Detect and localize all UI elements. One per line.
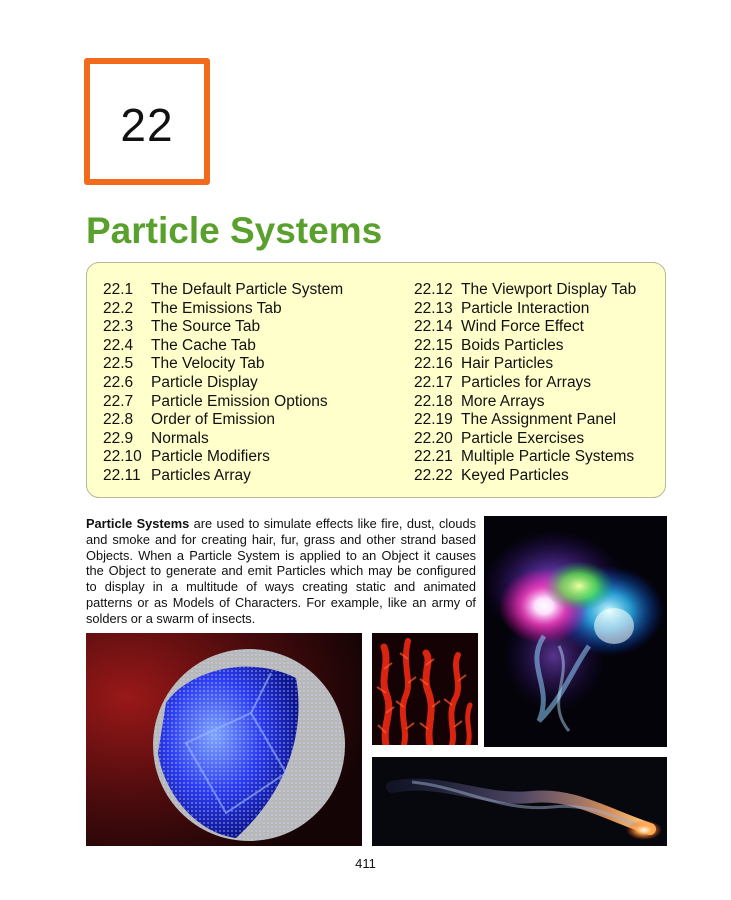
toc-item-number: 22.1 [103,281,134,298]
toc-item-label: Multiple Particle Systems [461,448,635,466]
toc-item[interactable] [414,300,636,319]
toc-item-number: 22.6 [103,373,134,391]
toc-item-number: 22.14 [414,318,453,336]
toc-item-label: Particle Display [151,373,258,391]
toc-item-number: 22.8 [103,411,134,429]
toc-item-label: The Viewport Display Tab [461,281,637,298]
toc-item-label: Boids Particles [461,336,564,354]
toc-item[interactable] [103,374,343,393]
toc-item-label: Particle Exercises [461,429,585,447]
intro-bold-term: Particle Systems [86,516,190,531]
toc-item[interactable] [414,430,636,449]
toc-item-number: 22.15 [414,336,453,354]
toc-item[interactable] [103,318,343,337]
toc-item[interactable] [103,281,343,300]
chapter-number: 22 [120,99,174,151]
red-strands-image [372,633,478,745]
toc-item-number: 22.4 [103,336,134,354]
toc-item-label: The Assignment Panel [461,411,617,429]
toc-item-number: 22.7 [103,392,134,410]
toc-item-label: Particle Interaction [461,299,590,317]
page-number: 411 [355,856,376,871]
toc-item[interactable] [414,411,636,430]
table-of-contents [86,262,666,498]
toc-item-number: 22.9 [103,429,134,447]
toc-item-number: 22.13 [414,299,453,317]
toc-item-label: The Source Tab [151,318,261,336]
toc-item[interactable] [103,448,343,467]
toc-item-number: 22.5 [103,355,134,373]
toc-item-number: 22.16 [414,355,453,373]
toc-item-label: Wind Force Effect [461,318,584,336]
toc-item-label: The Velocity Tab [151,355,265,373]
toc-item[interactable] [414,467,636,486]
toc-item[interactable] [103,355,343,374]
toc-item-number: 22.11 [103,466,141,484]
chapter-title: Particle Systems [86,210,383,251]
toc-item-label: Particles Array [151,466,251,484]
toc-item-label: More Arrays [461,392,545,410]
toc-item-label: Keyed Particles [461,466,569,484]
toc-item[interactable] [414,374,636,393]
toc-item[interactable] [103,430,343,449]
toc-left-column [103,281,343,486]
toc-item-label: Particle Emission Options [151,392,328,410]
toc-item[interactable] [414,318,636,337]
toc-item-number: 22.3 [103,318,134,336]
toc-item-number: 22.18 [414,392,453,410]
toc-item[interactable] [414,448,636,467]
toc-item-label: Hair Particles [461,355,554,373]
toc-item-number: 22.22 [414,466,453,484]
toc-item[interactable] [103,300,343,319]
toc-item[interactable] [103,337,343,356]
toc-item-label: Order of Emission [151,411,276,429]
toc-item-number: 22.10 [103,448,142,466]
toc-right-column [414,281,636,486]
toc-item-number: 22.19 [414,411,453,429]
toc-item[interactable] [103,411,343,430]
toc-item-label: The Emissions Tab [151,299,282,317]
toc-item-number: 22.12 [414,281,453,298]
toc-item[interactable] [414,355,636,374]
toc-item-number: 22.2 [103,299,134,317]
voxel-sphere-image [86,633,362,846]
toc-item-label: Particle Modifiers [151,448,270,466]
toc-item[interactable] [103,467,343,486]
intro-text: are used to simulate effects like fire, dust, clouds and smoke and for creating hair, fur, grass and other strand based Objects. When a Particle System is applied to an Object it causes the Object to generate and emit Particles which may be configured to display in a multitude of ways creating static and animated patterns or as Models of Characters. For example, like an army of solders or a swarm of insects. [86,516,476,626]
toc-item-number: 22.17 [414,373,453,391]
toc-item-label: Particles for Arrays [461,373,592,391]
toc-item[interactable] [414,337,636,356]
particle-streak-image [372,757,667,846]
intro-paragraph [86,516,476,627]
toc-item-number: 22.21 [414,448,453,466]
chapter-number-box [84,58,210,185]
toc-item[interactable] [414,281,636,300]
toc-item[interactable] [414,393,636,412]
toc-item-label: The Default Particle System [151,281,344,298]
toc-item-label: Normals [151,429,209,447]
toc-item-label: The Cache Tab [151,336,256,354]
toc-item-number: 22.20 [414,429,453,447]
toc-item[interactable] [103,393,343,412]
nebula-particles-image [484,516,667,747]
